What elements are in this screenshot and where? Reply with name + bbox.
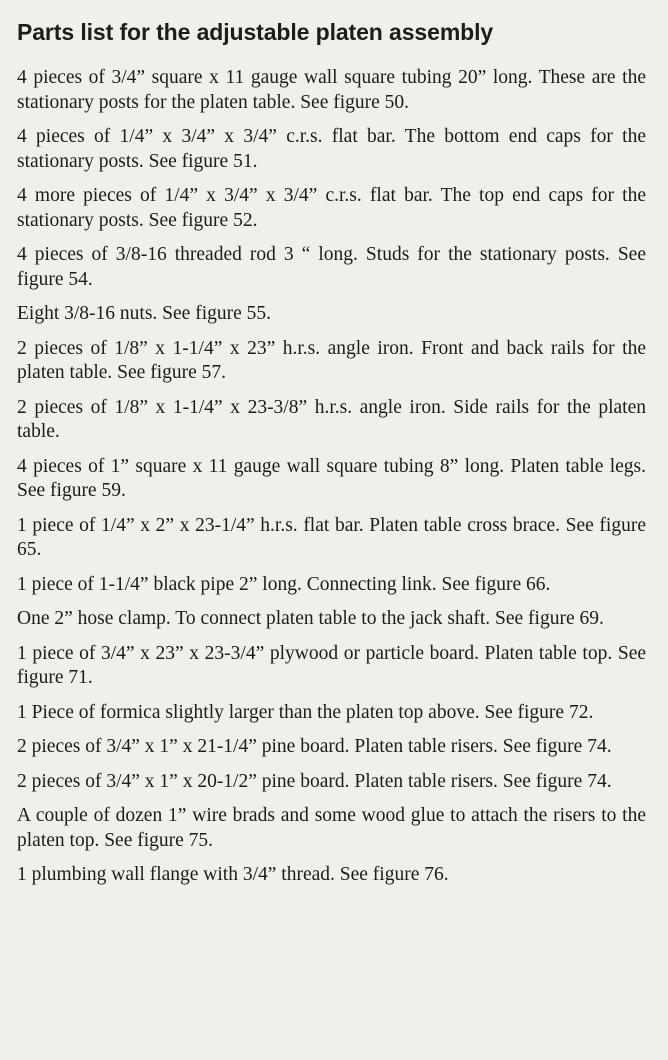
parts-list-item: A couple of dozen 1” wire brads and some wood glue to attach the risers to the platen top. See figure 75. (17, 805, 646, 851)
page-title: Parts list for the adjustable platen assembly (17, 19, 494, 45)
parts-list-item: 4 pieces of 1/4” x 3/4” x 3/4” c.r.s. flat bar. The bottom end caps for the stationary posts. See figure 51. (17, 126, 646, 172)
parts-list-item: 4 pieces of 1” square x 11 gauge wall square tubing 8” long. Platen table legs. See figure 59. (17, 455, 646, 501)
parts-list-item: 2 pieces of 3/4” x 1” x 21-1/4” pine board. Platen table risers. See figure 74. (17, 736, 612, 757)
parts-list-item: 2 pieces of 1/8” x 1-1/4” x 23” h.r.s. angle iron. Front and back rails for the platen table. See figure 57. (17, 337, 646, 383)
parts-list-item: 1 piece of 3/4” x 23” x 23-3/4” plywood or particle board. Platen table top. See figure 71. (17, 642, 646, 688)
parts-list-item: 4 pieces of 3/4” square x 11 gauge wall square tubing 20” long. These are the stationary posts for the platen table. See figure 50. (17, 67, 646, 113)
parts-list-item: 1 piece of 1-1/4” black pipe 2” long. Connecting link. See figure 66. (17, 573, 551, 595)
parts-list-item: 1 Piece of formica slightly larger than the platen top above. See figure 72. (17, 701, 594, 723)
parts-list-item: 4 more pieces of 1/4” x 3/4” x 3/4” c.r.s. flat bar. The top end caps for the stationary posts. See figure 52. (17, 185, 646, 231)
parts-list (17, 66, 646, 888)
parts-list-item: Eight 3/8-16 nuts. See figure 55. (17, 303, 272, 324)
parts-list-item: 1 piece of 1/4” x 2” x 23-1/4” h.r.s. flat bar. Platen table cross brace. See figure 65. (17, 514, 646, 560)
parts-list-item: 2 pieces of 1/8” x 1-1/4” x 23-3/8” h.r.s. angle iron. Side rails for the platen table. (17, 396, 646, 442)
parts-list-item: 4 pieces of 3/8-16 threaded rod 3 “ long. Studs for the stationary posts. See figure 54. (17, 244, 646, 290)
parts-list-item: 1 plumbing wall flange with 3/4” thread. See figure 76. (17, 864, 449, 885)
parts-list-item: 2 pieces of 3/4” x 1” x 20-1/2” pine board. Platen table risers. See figure 74. (17, 770, 612, 792)
parts-list-item: One 2” hose clamp. To connect platen table to the jack shaft. See figure 69. (17, 608, 604, 629)
